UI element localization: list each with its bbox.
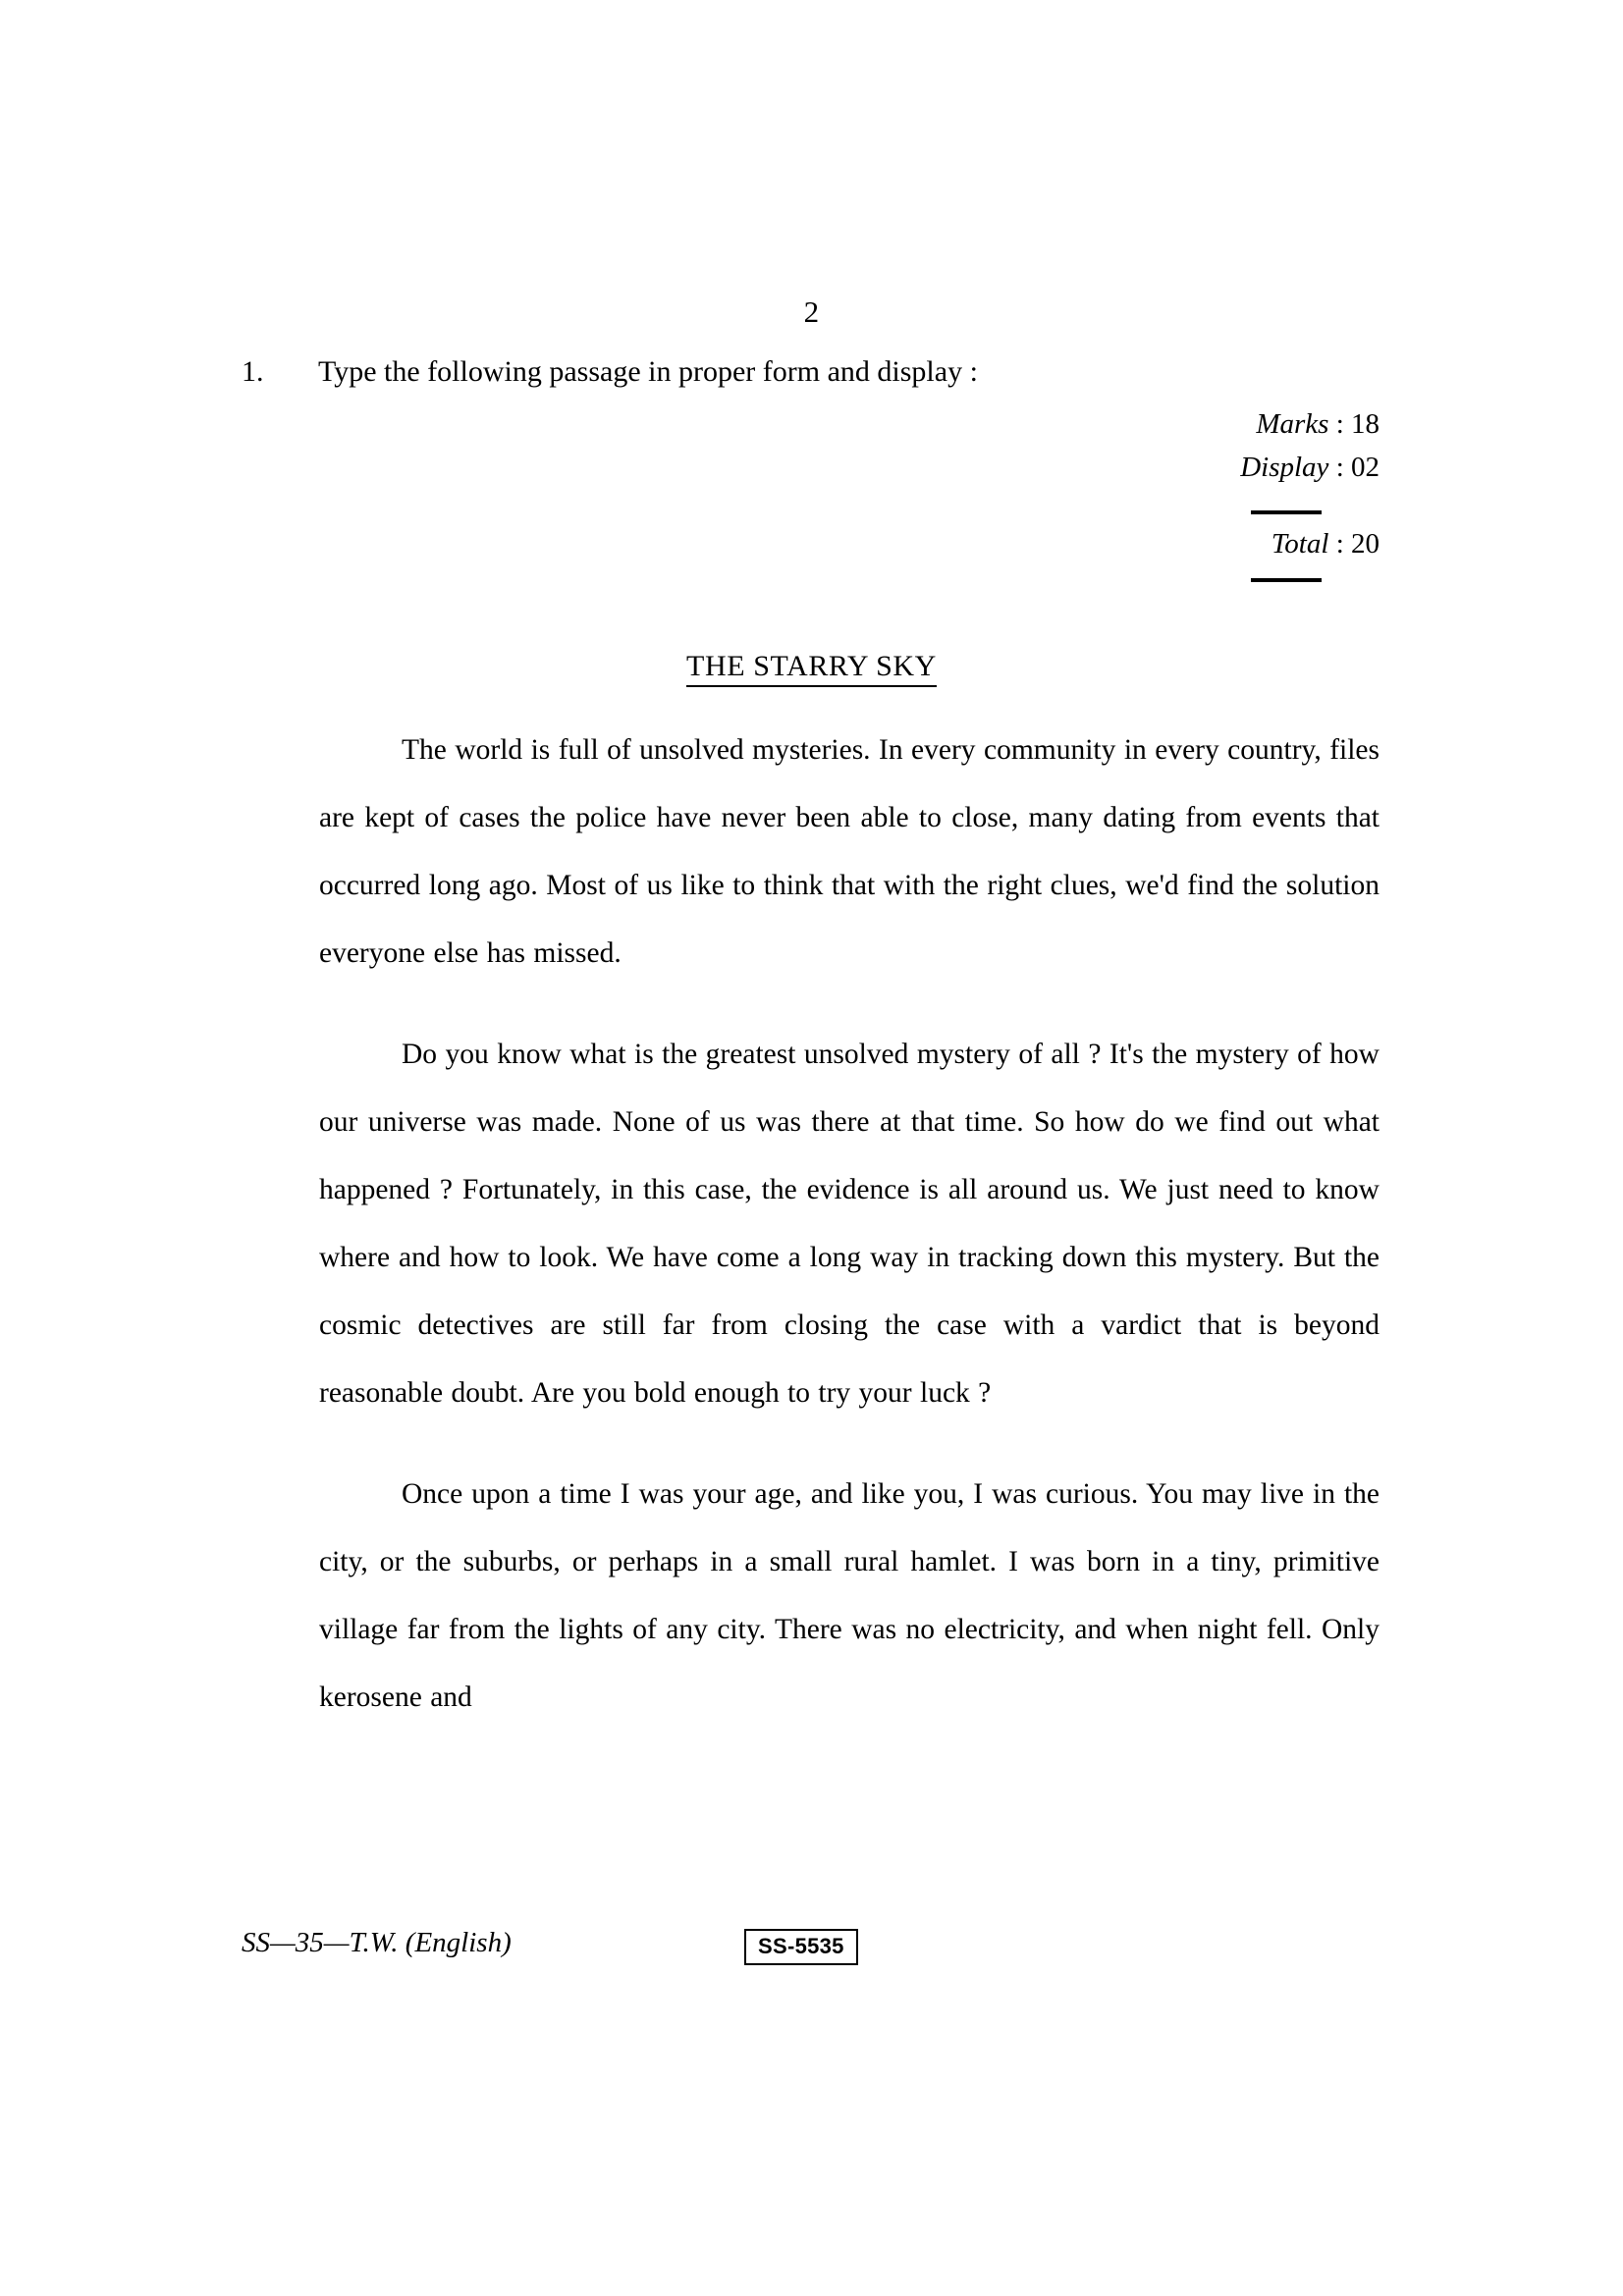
marks-value: : 18 [1335, 408, 1380, 440]
display-value: : 02 [1335, 452, 1380, 484]
passage-paragraph: Do you know what is the greatest unsolved mystery of all ? It's the mystery of how our universe was made. None of us was there at that time. So how do we find out what happened ? Fortunately, in this case, the evidence is all around us. We just need to know where and how to look. We have come a long way in tracking down this mystery. But the cosmic detectives are still far from closing the case with a vardict that is beyond reasonable doubt. Are you bold enough to try your luck ? [319, 1039, 1380, 1409]
paper-box-code: SS-5535 [744, 1929, 858, 1965]
total-value: : 20 [1335, 528, 1380, 561]
display-label: Display [1240, 452, 1329, 484]
paper-code: SS—35—T.W. (English) [242, 1927, 512, 1958]
question-row [242, 355, 1380, 389]
marks-block [1011, 402, 1380, 561]
passage-paragraph: Once upon a time I was your age, and like you, I was curious. You may live in the city, or the suburbs, or perhaps in a small rural hamlet. I was born in a tiny, primitive village far from the lights of any city. There was no electricity, and when night fell. Only kerosene and [319, 1478, 1380, 1713]
rule-below-total [1251, 578, 1322, 582]
passage-body [319, 717, 1380, 1732]
passage-title-text: THE STARRY SKY [686, 650, 937, 687]
marks-line [1011, 402, 1380, 446]
total-label: Total [1271, 528, 1329, 561]
passage-paragraph: The world is full of unsolved mysteries. In every community in every country, files are kept of cases the police have never been able to close, many dating from events that occurred long ago. Most of us like to think that with the right clues, we'd find the solution everyone else has missed. [319, 734, 1380, 969]
rule-above-total [1251, 510, 1322, 514]
page-footer [242, 1927, 1380, 1974]
question-text: Type the following passage in proper form and display : [318, 355, 978, 388]
passage-title [0, 650, 1623, 683]
page-number: 2 [803, 294, 820, 329]
total-line [1011, 489, 1380, 561]
marks-label: Marks [1256, 408, 1329, 440]
question-number: 1. [242, 355, 264, 388]
display-line [1011, 446, 1380, 489]
